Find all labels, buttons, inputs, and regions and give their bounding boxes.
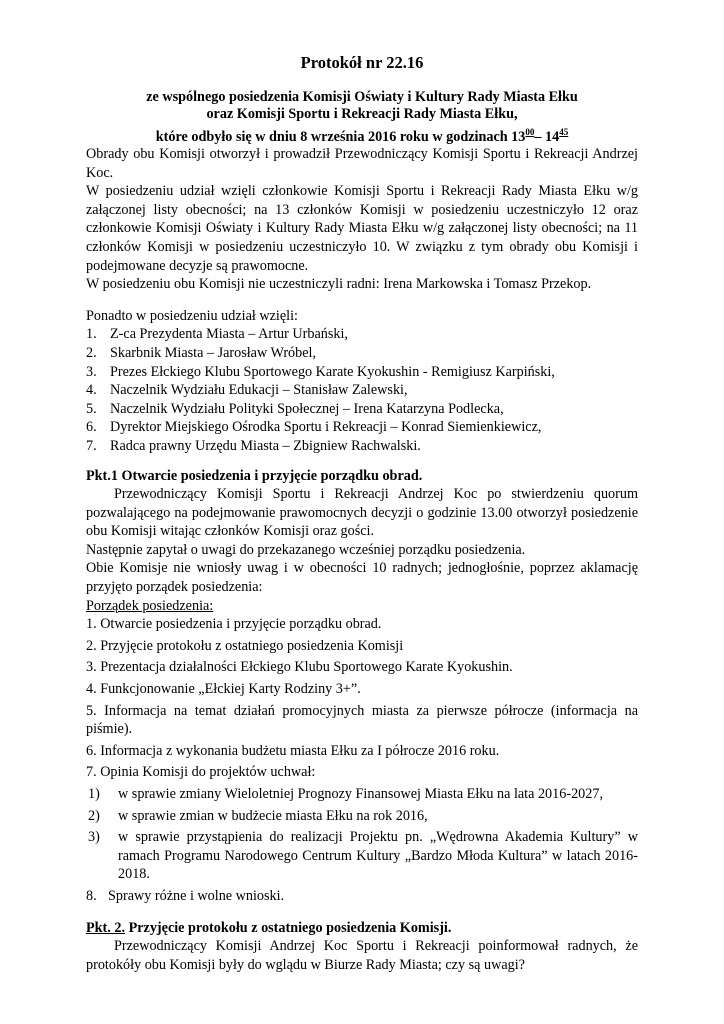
pkt1-heading: Pkt.1 Otwarcie posiedzenia i przyjęcie porządku obrad. (86, 467, 423, 484)
pkt2-label: Pkt. 2. (86, 919, 126, 936)
pkt2-heading (86, 919, 638, 938)
attendee-text: Prezes Ełckiego Klubu Sportowego Karate Kyokushin - Remigiusz Karpiński, (110, 363, 555, 380)
attendee-number: 5. (86, 400, 97, 417)
agenda-item: 6. Informacja z wykonania budżetu miasta Ełku za I półrocze 2016 roku. (86, 742, 500, 759)
document-body (86, 145, 638, 974)
subtitle-line-1: ze wspólnego posiedzenia Komisji Oświaty i Kultury Rady Miasta Ełku (146, 89, 578, 105)
subtitle-line-3-end: – 14 (534, 128, 560, 145)
attendee-text: Naczelnik Wydziału Polityki Społecznej – Irena Katarzyna Podlecka, (110, 400, 504, 417)
attendees-list (86, 325, 638, 455)
attendees-intro: Ponadto w posiedzeniu udział wzięli: (86, 307, 298, 324)
document-title: Protokół nr 22.16 (300, 53, 424, 72)
pkt2-title: Przyjęcie protokołu z ostatniego posiedzenia Komisji. (125, 919, 452, 936)
attendee-number: 4. (86, 382, 97, 399)
subtitle-line-3 (86, 124, 638, 146)
agenda-last-text: Sprawy różne i wolne wnioski. (108, 887, 285, 904)
agenda-item: 7. Opinia Komisji do projektów uchwał: (86, 764, 316, 781)
agenda-item: 3. Prezentacja działalności Ełckiego Klubu Sportowego Karate Kyokushin. (86, 659, 513, 676)
resolution-number: 1) (88, 786, 100, 802)
attendee-text: Dyrektor Miejskiego Ośrodka Sportu i Rekreacji – Konrad Siemienkiewicz, (110, 419, 542, 436)
pkt1-paragraph-1: Przewodniczący Komisji Sportu i Rekreacji Andrzej Koc po stwierdzeniu quorum pozwalającego na podejmowanie prawomocnych decyzji o godzinie 13.00 otworzył posiedzenie obu Komisji witając członków Komisji oraz gości. (86, 486, 638, 540)
attendee-text: Naczelnik Wydziału Edukacji – Stanisław Zalewski, (110, 382, 408, 399)
subtitle-line-3-text: które odbyło się w dniu 8 września 2016 roku w godzinach 13 (155, 128, 526, 145)
agenda-item: 1. Otwarcie posiedzenia i przyjęcie porządku obrad. (86, 616, 382, 633)
subtitle-line-2: oraz Komisji Sportu i Rekreacji Rady Miasta Ełku, (206, 106, 518, 123)
attendee-item (86, 363, 638, 382)
resolution-text: w sprawie zmian w budżecie miasta Ełku na rok 2016, (118, 807, 428, 824)
resolution-text: w sprawie zmiany Wieloletniej Prognozy Finansowej Miasta Ełku na lata 2016-2027, (118, 786, 603, 802)
agenda-item: 4. Funkcjonowanie „Ełckiej Karty Rodziny 3+”. (86, 681, 361, 698)
attendee-text: Z-ca Prezydenta Miasta – Artur Urbański, (110, 326, 348, 343)
attendee-text: Skarbnik Miasta – Jarosław Wróbel, (110, 344, 317, 361)
end-minutes: 45 (559, 126, 569, 137)
intro-paragraph-3: W posiedzeniu obu Komisji nie uczestniczyli radni: Irena Markowska i Tomasz Przekop. (86, 276, 592, 293)
agenda-item-last (86, 887, 638, 906)
agenda-item: 2. Przyjęcie protokołu z ostatniego posiedzenia Komisji (86, 637, 404, 654)
resolution-text: w sprawie przystąpienia do realizacji Projektu pn. „Wędrowna Akademia Kultury” w ramach Programu Narodowego Centrum Kultury „Bardzo Młoda Kultura” w latach 2016-2018. (118, 829, 638, 883)
attendee-item (86, 418, 638, 437)
agenda-item: 5. Informacja na temat działań promocyjnych miasta za pierwsze półrocze (informacja na piśmie). (86, 702, 638, 738)
resolution-number: 3) (88, 829, 100, 846)
resolution-item (86, 807, 638, 829)
attendee-item (86, 325, 638, 344)
resolution-item (86, 828, 638, 887)
pkt1-paragraph-2: Następnie zapytał o uwagi do przekazanego wcześniej porządku posiedzenia. (86, 541, 526, 558)
attendee-text: Radca prawny Urzędu Miasta – Zbigniew Rachwalski. (110, 437, 421, 454)
agenda-last-number: 8. (86, 887, 97, 904)
attendee-number: 6. (86, 419, 97, 436)
start-minutes: 00 (525, 126, 535, 137)
attendee-number: 2. (86, 344, 97, 361)
pkt2-paragraph-1: Przewodniczący Komisji Andrzej Koc Sportu i Rekreacji poinformował radnych, że protokóły obu Komisji były do wglądu w Biurze Rady Miasta; czy są uwagi? (86, 938, 638, 973)
document-subtitle (86, 89, 638, 146)
attendee-number: 7. (86, 437, 97, 454)
resolution-number: 2) (88, 807, 100, 824)
agenda-list (86, 615, 638, 905)
attendee-number: 1. (86, 326, 97, 343)
attendee-item (86, 437, 638, 456)
agenda-heading: Porządek posiedzenia: (86, 597, 214, 614)
attendee-item (86, 381, 638, 400)
intro-paragraph-2: W posiedzeniu udział wzięli członkowie Komisji Sportu i Rekreacji Rady Miasta Ełku w/g załączonej listy obecności; na 13 członków Komisji w posiedzeniu uczestniczyło 12 oraz członkowie Komisji Oświaty i Kultury Rady Miasta Ełku w/g załączonej listy obecności; na 11 członków Komisji w posiedzeniu uczestniczyło 10. W związku z tym obrady obu Komisji i podejmowane decyzje są prawomocne. (86, 183, 638, 274)
attendee-item (86, 400, 638, 419)
resolution-item (86, 785, 638, 807)
attendee-item (86, 344, 638, 363)
pkt1-paragraph-3: Obie Komisje nie wniosły uwag i w obecności 10 radnych; jednogłośnie, poprzez aklamację przyjęto porządek posiedzenia: (86, 560, 638, 596)
attendee-number: 3. (86, 363, 97, 380)
intro-paragraph-1: Obrady obu Komisji otworzył i prowadził Przewodniczący Komisji Sportu i Rekreacji Andrzej Koc. (86, 146, 638, 181)
